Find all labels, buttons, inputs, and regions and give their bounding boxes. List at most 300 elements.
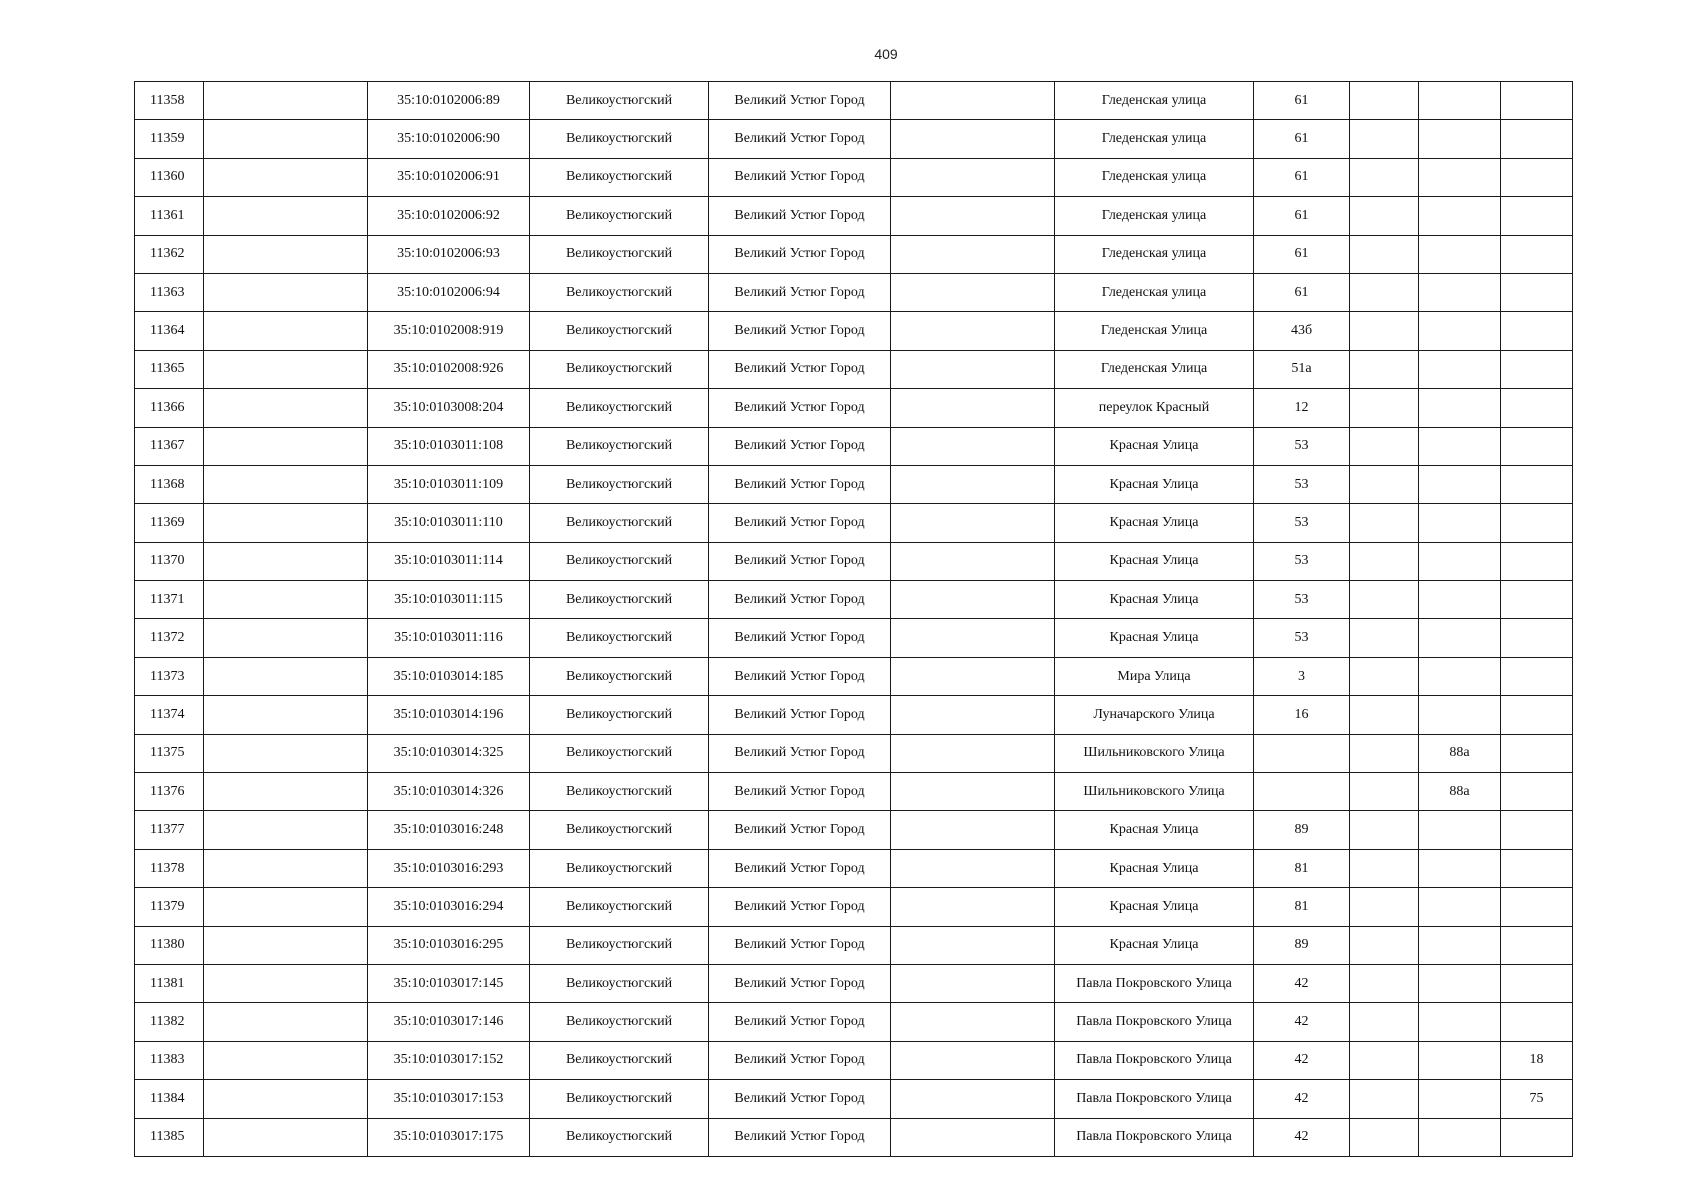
house-number-cell: 53 — [1254, 581, 1350, 619]
district-cell: Великоустюгский — [530, 1003, 709, 1041]
house-number-cell: 53 — [1254, 427, 1350, 465]
district-cell: Великоустюгский — [530, 811, 709, 849]
apartment-number-cell — [1501, 964, 1573, 1002]
building-number-cell — [1419, 312, 1501, 350]
row-number-cell: 11372 — [135, 619, 204, 657]
locality-cell: Великий Устюг Город — [709, 1080, 891, 1118]
row-number-cell: 11369 — [135, 504, 204, 542]
apartment-number-cell — [1501, 696, 1573, 734]
table-row — [135, 657, 1573, 695]
district-cell: Великоустюгский — [530, 1080, 709, 1118]
district-cell: Великоустюгский — [530, 82, 709, 120]
house-number-cell: 51а — [1254, 350, 1350, 388]
empty-cell — [891, 504, 1055, 542]
empty-cell — [891, 1003, 1055, 1041]
street-cell: Красная Улица — [1055, 926, 1254, 964]
street-cell: Шильниковского Улица — [1055, 773, 1254, 811]
apartment-number-cell — [1501, 504, 1573, 542]
empty-cell — [204, 350, 368, 388]
district-cell: Великоустюгский — [530, 389, 709, 427]
empty-cell — [204, 273, 368, 311]
locality-cell: Великий Устюг Город — [709, 82, 891, 120]
empty-cell — [1350, 734, 1419, 772]
district-cell: Великоустюгский — [530, 197, 709, 235]
cadastral-number-cell: 35:10:0103016:294 — [368, 888, 530, 926]
apartment-number-cell — [1501, 1118, 1573, 1156]
house-number-cell: 16 — [1254, 696, 1350, 734]
locality-cell: Великий Устюг Город — [709, 542, 891, 580]
cadastral-number-cell: 35:10:0103017:146 — [368, 1003, 530, 1041]
empty-cell — [1350, 1041, 1419, 1079]
district-cell: Великоустюгский — [530, 696, 709, 734]
table-row — [135, 696, 1573, 734]
empty-cell — [1350, 389, 1419, 427]
row-number-cell: 11382 — [135, 1003, 204, 1041]
empty-cell — [1350, 1003, 1419, 1041]
cadastral-number-cell: 35:10:0103016:295 — [368, 926, 530, 964]
house-number-cell: 89 — [1254, 926, 1350, 964]
house-number-cell: 43б — [1254, 312, 1350, 350]
table-row — [135, 235, 1573, 273]
apartment-number-cell — [1501, 888, 1573, 926]
locality-cell: Великий Устюг Город — [709, 197, 891, 235]
registry-table — [134, 81, 1573, 1157]
cadastral-number-cell: 35:10:0103014:326 — [368, 773, 530, 811]
house-number-cell: 42 — [1254, 1080, 1350, 1118]
empty-cell — [1350, 504, 1419, 542]
cadastral-number-cell: 35:10:0102006:94 — [368, 273, 530, 311]
street-cell: Красная Улица — [1055, 465, 1254, 503]
building-number-cell — [1419, 1003, 1501, 1041]
cadastral-number-cell: 35:10:0103011:114 — [368, 542, 530, 580]
table-row — [135, 1041, 1573, 1079]
empty-cell — [891, 1118, 1055, 1156]
locality-cell: Великий Устюг Город — [709, 581, 891, 619]
street-cell: Гледенская улица — [1055, 273, 1254, 311]
row-number-cell: 11360 — [135, 158, 204, 196]
district-cell: Великоустюгский — [530, 849, 709, 887]
row-number-cell: 11381 — [135, 964, 204, 1002]
locality-cell: Великий Устюг Город — [709, 312, 891, 350]
district-cell: Великоустюгский — [530, 312, 709, 350]
street-cell: Павла Покровского Улица — [1055, 1003, 1254, 1041]
table-row — [135, 273, 1573, 311]
empty-cell — [1350, 197, 1419, 235]
apartment-number-cell — [1501, 197, 1573, 235]
empty-cell — [1350, 811, 1419, 849]
empty-cell — [891, 158, 1055, 196]
empty-cell — [891, 235, 1055, 273]
table-row — [135, 389, 1573, 427]
building-number-cell — [1419, 120, 1501, 158]
empty-cell — [891, 696, 1055, 734]
district-cell: Великоустюгский — [530, 734, 709, 772]
building-number-cell — [1419, 964, 1501, 1002]
building-number-cell — [1419, 158, 1501, 196]
district-cell: Великоустюгский — [530, 273, 709, 311]
street-cell: Гледенская улица — [1055, 197, 1254, 235]
empty-cell — [891, 465, 1055, 503]
page-number: 409 — [874, 46, 898, 62]
empty-cell — [204, 542, 368, 580]
registry-body — [135, 82, 1573, 1157]
locality-cell: Великий Устюг Город — [709, 1118, 891, 1156]
apartment-number-cell — [1501, 773, 1573, 811]
district-cell: Великоустюгский — [530, 619, 709, 657]
apartment-number-cell: 75 — [1501, 1080, 1573, 1118]
cadastral-number-cell: 35:10:0102006:93 — [368, 235, 530, 273]
building-number-cell — [1419, 849, 1501, 887]
empty-cell — [1350, 773, 1419, 811]
locality-cell: Великий Устюг Город — [709, 235, 891, 273]
district-cell: Великоустюгский — [530, 1041, 709, 1079]
row-number-cell: 11365 — [135, 350, 204, 388]
house-number-cell: 12 — [1254, 389, 1350, 427]
empty-cell — [1350, 82, 1419, 120]
row-number-cell: 11364 — [135, 312, 204, 350]
building-number-cell — [1419, 197, 1501, 235]
row-number-cell: 11371 — [135, 581, 204, 619]
empty-cell — [204, 389, 368, 427]
row-number-cell: 11374 — [135, 696, 204, 734]
street-cell: Гледенская улица — [1055, 82, 1254, 120]
locality-cell: Великий Устюг Город — [709, 926, 891, 964]
cadastral-number-cell: 35:10:0103014:185 — [368, 657, 530, 695]
locality-cell: Великий Устюг Город — [709, 696, 891, 734]
district-cell: Великоустюгский — [530, 581, 709, 619]
street-cell: Красная Улица — [1055, 542, 1254, 580]
cadastral-number-cell: 35:10:0103017:175 — [368, 1118, 530, 1156]
empty-cell — [891, 773, 1055, 811]
row-number-cell: 11377 — [135, 811, 204, 849]
empty-cell — [204, 619, 368, 657]
empty-cell — [204, 888, 368, 926]
locality-cell: Великий Устюг Город — [709, 773, 891, 811]
empty-cell — [891, 542, 1055, 580]
district-cell: Великоустюгский — [530, 926, 709, 964]
building-number-cell — [1419, 504, 1501, 542]
row-number-cell: 11383 — [135, 1041, 204, 1079]
street-cell: Красная Улица — [1055, 504, 1254, 542]
row-number-cell: 11370 — [135, 542, 204, 580]
house-number-cell: 42 — [1254, 964, 1350, 1002]
table-row — [135, 542, 1573, 580]
house-number-cell: 53 — [1254, 542, 1350, 580]
street-cell: Красная Улица — [1055, 849, 1254, 887]
empty-cell — [204, 235, 368, 273]
apartment-number-cell — [1501, 657, 1573, 695]
district-cell: Великоустюгский — [530, 158, 709, 196]
empty-cell — [891, 1041, 1055, 1079]
cadastral-number-cell: 35:10:0103008:204 — [368, 389, 530, 427]
apartment-number-cell — [1501, 235, 1573, 273]
cadastral-number-cell: 35:10:0103016:248 — [368, 811, 530, 849]
cadastral-number-cell: 35:10:0102006:89 — [368, 82, 530, 120]
house-number-cell: 61 — [1254, 273, 1350, 311]
empty-cell — [204, 773, 368, 811]
district-cell: Великоустюгский — [530, 350, 709, 388]
empty-cell — [891, 120, 1055, 158]
cadastral-number-cell: 35:10:0103014:325 — [368, 734, 530, 772]
apartment-number-cell — [1501, 82, 1573, 120]
building-number-cell — [1419, 273, 1501, 311]
empty-cell — [1350, 926, 1419, 964]
empty-cell — [1350, 120, 1419, 158]
table-row — [135, 1118, 1573, 1156]
table-row — [135, 773, 1573, 811]
house-number-cell: 81 — [1254, 849, 1350, 887]
building-number-cell — [1419, 389, 1501, 427]
street-cell: Луначарского Улица — [1055, 696, 1254, 734]
apartment-number-cell — [1501, 350, 1573, 388]
street-cell: Павла Покровского Улица — [1055, 1080, 1254, 1118]
locality-cell: Великий Устюг Город — [709, 657, 891, 695]
locality-cell: Великий Устюг Город — [709, 389, 891, 427]
apartment-number-cell — [1501, 273, 1573, 311]
cadastral-number-cell: 35:10:0102008:926 — [368, 350, 530, 388]
house-number-cell: 42 — [1254, 1041, 1350, 1079]
empty-cell — [1350, 158, 1419, 196]
table-row — [135, 1003, 1573, 1041]
apartment-number-cell: 18 — [1501, 1041, 1573, 1079]
empty-cell — [204, 657, 368, 695]
table-row — [135, 158, 1573, 196]
street-cell: Красная Улица — [1055, 581, 1254, 619]
empty-cell — [891, 849, 1055, 887]
empty-cell — [204, 427, 368, 465]
district-cell: Великоустюгский — [530, 504, 709, 542]
house-number-cell: 61 — [1254, 120, 1350, 158]
empty-cell — [891, 197, 1055, 235]
street-cell: Шильниковского Улица — [1055, 734, 1254, 772]
cadastral-number-cell: 35:10:0103017:152 — [368, 1041, 530, 1079]
district-cell: Великоустюгский — [530, 773, 709, 811]
building-number-cell — [1419, 581, 1501, 619]
empty-cell — [891, 657, 1055, 695]
empty-cell — [1350, 350, 1419, 388]
apartment-number-cell — [1501, 581, 1573, 619]
empty-cell — [1350, 542, 1419, 580]
building-number-cell: 88а — [1419, 734, 1501, 772]
apartment-number-cell — [1501, 158, 1573, 196]
house-number-cell: 42 — [1254, 1118, 1350, 1156]
empty-cell — [204, 1003, 368, 1041]
empty-cell — [1350, 696, 1419, 734]
empty-cell — [1350, 235, 1419, 273]
row-number-cell: 11375 — [135, 734, 204, 772]
empty-cell — [1350, 273, 1419, 311]
empty-cell — [204, 811, 368, 849]
table-row — [135, 811, 1573, 849]
street-cell: Гледенская Улица — [1055, 350, 1254, 388]
locality-cell: Великий Устюг Город — [709, 811, 891, 849]
row-number-cell: 11367 — [135, 427, 204, 465]
street-cell: Мира Улица — [1055, 657, 1254, 695]
district-cell: Великоустюгский — [530, 888, 709, 926]
street-cell: Павла Покровского Улица — [1055, 1118, 1254, 1156]
building-number-cell — [1419, 1041, 1501, 1079]
table-row — [135, 926, 1573, 964]
empty-cell — [891, 734, 1055, 772]
cadastral-number-cell: 35:10:0103011:115 — [368, 581, 530, 619]
street-cell: Гледенская Улица — [1055, 312, 1254, 350]
empty-cell — [204, 926, 368, 964]
cadastral-number-cell: 35:10:0103014:196 — [368, 696, 530, 734]
street-cell: Красная Улица — [1055, 427, 1254, 465]
building-number-cell — [1419, 235, 1501, 273]
locality-cell: Великий Устюг Город — [709, 427, 891, 465]
table-row — [135, 619, 1573, 657]
house-number-cell: 61 — [1254, 197, 1350, 235]
table-row — [135, 82, 1573, 120]
empty-cell — [891, 273, 1055, 311]
table-row — [135, 964, 1573, 1002]
house-number-cell: 3 — [1254, 657, 1350, 695]
district-cell: Великоустюгский — [530, 465, 709, 503]
row-number-cell: 11380 — [135, 926, 204, 964]
table-row — [135, 888, 1573, 926]
locality-cell: Великий Устюг Город — [709, 465, 891, 503]
apartment-number-cell — [1501, 811, 1573, 849]
empty-cell — [204, 964, 368, 1002]
empty-cell — [891, 1080, 1055, 1118]
empty-cell — [204, 504, 368, 542]
empty-cell — [204, 158, 368, 196]
house-number-cell: 61 — [1254, 158, 1350, 196]
apartment-number-cell — [1501, 926, 1573, 964]
house-number-cell: 61 — [1254, 82, 1350, 120]
house-number-cell: 53 — [1254, 504, 1350, 542]
house-number-cell: 89 — [1254, 811, 1350, 849]
row-number-cell: 11363 — [135, 273, 204, 311]
row-number-cell: 11361 — [135, 197, 204, 235]
row-number-cell: 11362 — [135, 235, 204, 273]
building-number-cell — [1419, 82, 1501, 120]
row-number-cell: 11368 — [135, 465, 204, 503]
house-number-cell: 81 — [1254, 888, 1350, 926]
empty-cell — [204, 1118, 368, 1156]
cadastral-number-cell: 35:10:0103011:108 — [368, 427, 530, 465]
empty-cell — [1350, 888, 1419, 926]
cadastral-number-cell: 35:10:0102008:919 — [368, 312, 530, 350]
locality-cell: Великий Устюг Город — [709, 273, 891, 311]
row-number-cell: 11378 — [135, 849, 204, 887]
locality-cell: Великий Устюг Город — [709, 1003, 891, 1041]
row-number-cell: 11376 — [135, 773, 204, 811]
cadastral-number-cell: 35:10:0103016:293 — [368, 849, 530, 887]
row-number-cell: 11379 — [135, 888, 204, 926]
building-number-cell — [1419, 926, 1501, 964]
house-number-cell: 53 — [1254, 619, 1350, 657]
locality-cell: Великий Устюг Город — [709, 964, 891, 1002]
table-row — [135, 197, 1573, 235]
empty-cell — [204, 465, 368, 503]
row-number-cell: 11385 — [135, 1118, 204, 1156]
building-number-cell: 88а — [1419, 773, 1501, 811]
house-number-cell — [1254, 734, 1350, 772]
empty-cell — [891, 427, 1055, 465]
empty-cell — [891, 350, 1055, 388]
row-number-cell: 11384 — [135, 1080, 204, 1118]
street-cell: Павла Покровского Улица — [1055, 964, 1254, 1002]
table-row — [135, 581, 1573, 619]
empty-cell — [204, 696, 368, 734]
table-row — [135, 312, 1573, 350]
empty-cell — [891, 926, 1055, 964]
cadastral-number-cell: 35:10:0102006:91 — [368, 158, 530, 196]
row-number-cell: 11358 — [135, 82, 204, 120]
row-number-cell: 11359 — [135, 120, 204, 158]
building-number-cell — [1419, 619, 1501, 657]
district-cell: Великоустюгский — [530, 657, 709, 695]
empty-cell — [204, 734, 368, 772]
empty-cell — [204, 197, 368, 235]
apartment-number-cell — [1501, 619, 1573, 657]
empty-cell — [1350, 849, 1419, 887]
apartment-number-cell — [1501, 849, 1573, 887]
street-cell: Гледенская улица — [1055, 120, 1254, 158]
empty-cell — [891, 82, 1055, 120]
building-number-cell — [1419, 542, 1501, 580]
locality-cell: Великий Устюг Город — [709, 888, 891, 926]
empty-cell — [204, 82, 368, 120]
table-row — [135, 350, 1573, 388]
empty-cell — [891, 619, 1055, 657]
district-cell: Великоустюгский — [530, 964, 709, 1002]
locality-cell: Великий Устюг Город — [709, 849, 891, 887]
locality-cell: Великий Устюг Город — [709, 158, 891, 196]
house-number-cell: 42 — [1254, 1003, 1350, 1041]
apartment-number-cell — [1501, 312, 1573, 350]
table-row — [135, 1080, 1573, 1118]
house-number-cell: 61 — [1254, 235, 1350, 273]
building-number-cell — [1419, 350, 1501, 388]
locality-cell: Великий Устюг Город — [709, 1041, 891, 1079]
empty-cell — [204, 312, 368, 350]
apartment-number-cell — [1501, 734, 1573, 772]
cadastral-number-cell: 35:10:0103011:109 — [368, 465, 530, 503]
empty-cell — [891, 389, 1055, 427]
street-cell: Павла Покровского Улица — [1055, 1041, 1254, 1079]
empty-cell — [1350, 581, 1419, 619]
empty-cell — [1350, 427, 1419, 465]
district-cell: Великоустюгский — [530, 1118, 709, 1156]
empty-cell — [1350, 312, 1419, 350]
apartment-number-cell — [1501, 120, 1573, 158]
street-cell: Гледенская улица — [1055, 235, 1254, 273]
empty-cell — [1350, 1080, 1419, 1118]
table-row — [135, 427, 1573, 465]
building-number-cell — [1419, 888, 1501, 926]
empty-cell — [891, 581, 1055, 619]
cadastral-number-cell: 35:10:0103017:153 — [368, 1080, 530, 1118]
cadastral-number-cell: 35:10:0102006:90 — [368, 120, 530, 158]
empty-cell — [891, 811, 1055, 849]
building-number-cell — [1419, 696, 1501, 734]
table-row — [135, 465, 1573, 503]
cadastral-number-cell: 35:10:0103011:110 — [368, 504, 530, 542]
empty-cell — [1350, 657, 1419, 695]
table-row — [135, 849, 1573, 887]
apartment-number-cell — [1501, 427, 1573, 465]
locality-cell: Великий Устюг Город — [709, 350, 891, 388]
empty-cell — [891, 888, 1055, 926]
street-cell: переулок Красный — [1055, 389, 1254, 427]
locality-cell: Великий Устюг Город — [709, 120, 891, 158]
house-number-cell — [1254, 773, 1350, 811]
empty-cell — [1350, 1118, 1419, 1156]
building-number-cell — [1419, 427, 1501, 465]
